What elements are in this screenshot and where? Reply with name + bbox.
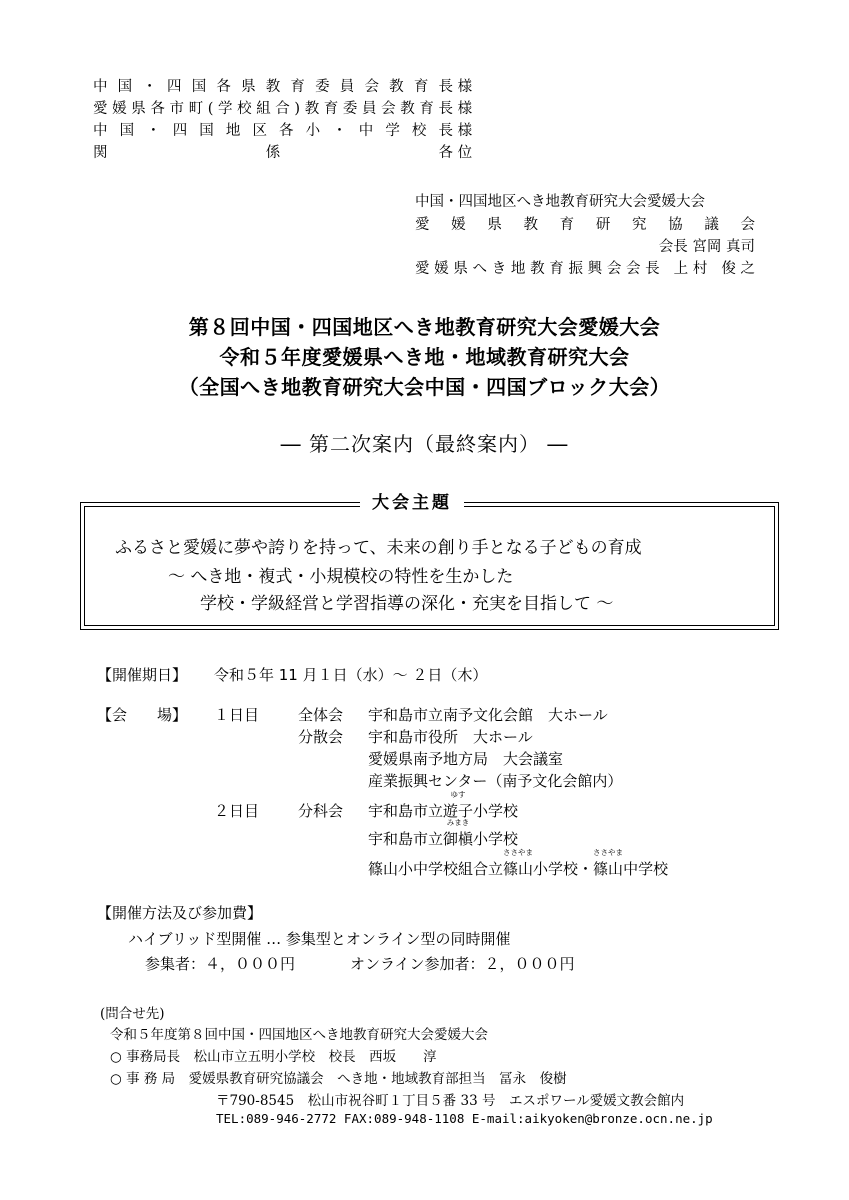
school-name-with-ruby — [503, 848, 534, 879]
venue-school-3 — [368, 848, 669, 879]
title-line-2: 令和５年度愛媛県へき地・地域教育研究大会 — [219, 345, 630, 369]
venue-zentai-label: 全体会 — [298, 706, 344, 724]
sender-line-4: 愛媛県へき地教育振興会会長 上村 俊之 — [415, 261, 755, 277]
ruby-reading: みまき — [446, 818, 470, 827]
school-kanji: 篠山 — [593, 860, 624, 878]
school-name-with-ruby — [593, 848, 624, 879]
school-middle: 小学校・ — [533, 860, 594, 878]
school-kanji: 篠山 — [503, 860, 534, 878]
venue-bunka-label: 分科会 — [298, 802, 344, 820]
contact-address: 〒790-8545 松山市祝谷町１丁目５番 33 号 エスポワール愛媛文教会館内 — [216, 1093, 685, 1109]
ruby-reading: ささやま — [503, 848, 534, 857]
ruby-reading: ゆす — [450, 790, 466, 799]
addressee-name: 関係各 — [93, 145, 453, 161]
theme-label: 大会主題 — [360, 488, 464, 513]
theme-main: ふるさと愛媛に夢や誇りを持って、未来の創り手となる子どもの育成 — [115, 538, 642, 558]
sender-line-3: 会長 宮岡 真司 — [658, 239, 755, 255]
contact-office: ○ 事 務 局 愛媛県教育研究協議会 へき地・地域教育部担当 冨永 俊樹 — [110, 1071, 567, 1087]
schedule-label: 【開催期日】 — [97, 666, 188, 684]
addressee-honorific: 様 — [457, 79, 473, 95]
fee-participants: 参集者：４，０００円 — [145, 955, 296, 973]
addressee-2 — [93, 100, 472, 118]
title-line-3: （全国へき地教育研究大会中国・四国ブロック大会） — [178, 375, 671, 399]
school-prefix: 篠山小中学校組合立 — [368, 860, 504, 878]
school-suffix: 小学校 — [473, 802, 519, 820]
venue-bunsan-label: 分散会 — [298, 728, 344, 746]
contact-label: (問合せ先) — [100, 1006, 165, 1022]
venue-bunsan-place-2: 愛媛県南予地方局 大会議室 — [368, 750, 564, 768]
ruby-reading: ささやま — [593, 848, 624, 857]
addressee-name: 愛媛県各市町(学校組合)教育委員会教育長 — [93, 101, 453, 117]
fee-label: 【開催方法及び参加費】 — [97, 904, 263, 922]
venue-school-1 — [368, 790, 519, 821]
addressee-name: 中国・四国各県教育委員会教育長 — [93, 79, 453, 95]
venue-school-2 — [368, 818, 519, 849]
contact-org: 令和５年度第８回中国・四国地区へき地教育研究大会愛媛大会 — [110, 1027, 488, 1043]
school-suffix: 中学校 — [623, 860, 669, 878]
sender-line-2: 愛媛県教育研究協議会 — [415, 217, 755, 233]
addressee-honorific: 様 — [457, 123, 473, 139]
school-name-with-ruby — [443, 818, 474, 849]
addressee-3 — [93, 122, 472, 140]
fee-online: オンライン参加者：２，０００円 — [350, 955, 575, 973]
addressee-1 — [93, 78, 472, 96]
addressee-4 — [93, 144, 472, 162]
contact-phone-email: TEL:089-946-2772 FAX:089-948-1108 E-mail:aikyoken@bronze.ocn.ne.jp — [216, 1111, 713, 1126]
venue-bunsan-place-3: 産業振興センター（南予文化会館内） — [368, 772, 623, 790]
sender-line-1: 中国・四国地区へき地教育研究大会愛媛大会 — [415, 194, 705, 210]
fee-method: ハイブリッド型開催 … 参集型とオンライン型の同時開催 — [128, 930, 511, 948]
school-kanji: 遊子 — [443, 802, 474, 820]
venue-label: 【会 場】 — [97, 706, 188, 724]
subtitle: ― 第二次案内（最終案内） ― — [280, 432, 569, 456]
school-kanji: 御槇 — [443, 830, 474, 848]
venue-day-1: １日目 — [214, 706, 260, 724]
school-prefix: 宇和島市立 — [368, 802, 444, 820]
addressee-honorific: 位 — [457, 145, 473, 161]
schedule-value: 令和５年 11 月１日（水）～ ２日（木） — [214, 666, 488, 684]
addressee-honorific: 様 — [457, 101, 473, 117]
theme-sub-1: ～ へき地・複式・小規模校の特性を生かした — [168, 567, 514, 587]
school-suffix: 小学校 — [473, 830, 519, 848]
theme-sub-2: 学校・学級経営と学習指導の深化・充実を目指して ～ — [200, 594, 614, 614]
venue-bunsan-place-1: 宇和島市役所 大ホール — [368, 728, 533, 746]
contact-chief: ○ 事務局長 松山市立五明小学校 校長 西坂 淳 — [110, 1049, 437, 1065]
venue-day-2: ２日目 — [214, 802, 260, 820]
school-prefix: 宇和島市立 — [368, 830, 444, 848]
title-line-1: 第８回中国・四国地区へき地教育研究大会愛媛大会 — [188, 315, 661, 339]
venue-zentai-place: 宇和島市立南予文化会館 大ホール — [368, 706, 608, 724]
addressee-name: 中国・四国地区各小・中学校長 — [93, 123, 453, 139]
